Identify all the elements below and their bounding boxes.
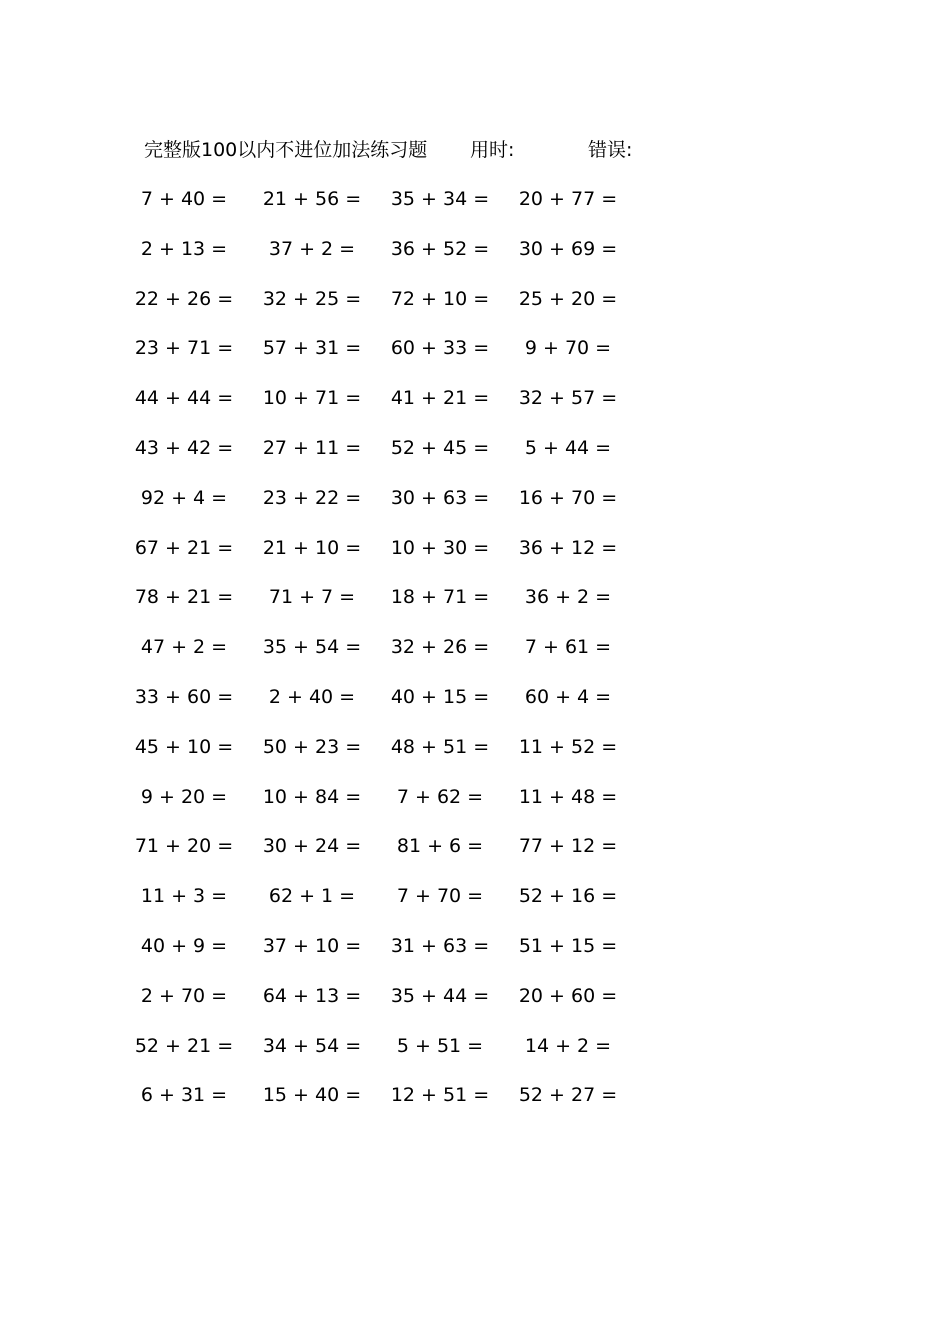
problem-row [0,584,950,634]
problem-item: 2 + 13 = [140,237,228,260]
problem-item: 2 + 70 = [140,984,228,1007]
problem-item: 37 + 10 = [262,934,362,957]
problem-item: 10 + 71 = [262,387,362,410]
problem-item: 77 + 12 = [518,835,618,858]
problem-item: 6 + 31 = [140,1084,228,1107]
problem-item: 9 + 70 = [524,337,612,360]
problem-item: 36 + 2 = [524,586,612,609]
problem-row [0,335,950,385]
problem-item: 25 + 20 = [518,287,618,310]
problem-row [0,883,950,933]
problem-item: 21 + 10 = [262,536,362,559]
problem-item: 52 + 45 = [390,436,490,459]
problem-item: 43 + 42 = [134,436,234,459]
problem-item: 45 + 10 = [134,735,234,758]
problem-item: 5 + 51 = [396,1034,484,1057]
error-count-label: 错误: [588,139,633,161]
problem-item: 40 + 15 = [390,685,490,708]
worksheet-title: 完整版100以内不进位加法练习题 [144,139,428,161]
problem-item: 5 + 44 = [524,436,612,459]
problem-item: 44 + 44 = [134,387,234,410]
problem-row [0,485,950,535]
problem-item: 62 + 1 = [268,885,356,908]
problem-row [0,734,950,784]
problem-item: 30 + 24 = [262,835,362,858]
problem-item: 31 + 63 = [390,934,490,957]
problem-item: 12 + 51 = [390,1084,490,1107]
problem-item: 27 + 11 = [262,436,362,459]
problem-item: 36 + 12 = [518,536,618,559]
problem-item: 7 + 70 = [396,885,484,908]
problem-item: 20 + 77 = [518,188,618,210]
problem-row [0,435,950,485]
problem-item: 72 + 10 = [390,287,490,310]
problem-item: 18 + 71 = [390,586,490,609]
problem-item: 81 + 6 = [396,835,484,858]
problem-item: 7 + 62 = [396,785,484,808]
problem-item: 16 + 70 = [518,486,618,509]
problem-item: 23 + 71 = [134,337,234,360]
problem-item: 48 + 51 = [390,735,490,758]
problem-item: 20 + 60 = [518,984,618,1007]
time-used-label: 用时: [470,139,515,161]
problem-item: 51 + 15 = [518,934,618,957]
problem-item: 22 + 26 = [134,287,234,310]
problem-row [0,684,950,734]
problem-item: 10 + 84 = [262,785,362,808]
problem-item: 14 + 2 = [524,1034,612,1057]
problem-item: 92 + 4 = [140,486,228,509]
problem-item: 52 + 16 = [518,885,618,908]
problem-row [0,933,950,983]
problem-item: 60 + 33 = [390,337,490,360]
problem-item: 36 + 52 = [390,237,490,260]
problem-item: 71 + 7 = [268,586,356,609]
problem-item: 35 + 44 = [390,984,490,1007]
problem-grid [0,186,950,1132]
problem-row [0,1082,950,1132]
problem-item: 2 + 40 = [268,685,356,708]
problem-item: 71 + 20 = [134,835,234,858]
problem-item: 67 + 21 = [134,536,234,559]
problem-item: 21 + 56 = [262,188,362,210]
problem-item: 34 + 54 = [262,1034,362,1057]
problem-item: 30 + 69 = [518,237,618,260]
problem-item: 7 + 61 = [524,636,612,659]
problem-item: 11 + 3 = [140,885,228,908]
problem-item: 32 + 26 = [390,636,490,659]
problem-item: 32 + 25 = [262,287,362,310]
problem-item: 9 + 20 = [140,785,228,808]
problem-item: 33 + 60 = [134,685,234,708]
problem-row [0,186,950,236]
problem-item: 35 + 34 = [390,188,490,210]
problem-item: 37 + 2 = [268,237,356,260]
problem-item: 64 + 13 = [262,984,362,1007]
problem-item: 60 + 4 = [524,685,612,708]
problem-item: 52 + 27 = [518,1084,618,1107]
problem-item: 11 + 52 = [518,735,618,758]
problem-item: 50 + 23 = [262,735,362,758]
problem-row [0,784,950,834]
problem-item: 40 + 9 = [140,934,228,957]
problem-item: 7 + 40 = [140,188,228,210]
problem-item: 10 + 30 = [390,536,490,559]
problem-item: 15 + 40 = [262,1084,362,1107]
problem-row [0,236,950,286]
problem-row [0,535,950,585]
problem-item: 32 + 57 = [518,387,618,410]
problem-item: 78 + 21 = [134,586,234,609]
problem-row [0,286,950,336]
problem-item: 23 + 22 = [262,486,362,509]
problem-row [0,1033,950,1083]
problem-row [0,634,950,684]
problem-item: 11 + 48 = [518,785,618,808]
problem-item: 35 + 54 = [262,636,362,659]
problem-item: 57 + 31 = [262,337,362,360]
problem-row [0,385,950,435]
problem-item: 52 + 21 = [134,1034,234,1057]
problem-item: 41 + 21 = [390,387,490,410]
problem-row [0,983,950,1033]
problem-item: 30 + 63 = [390,486,490,509]
problem-row [0,833,950,883]
problem-item: 47 + 2 = [140,636,228,659]
